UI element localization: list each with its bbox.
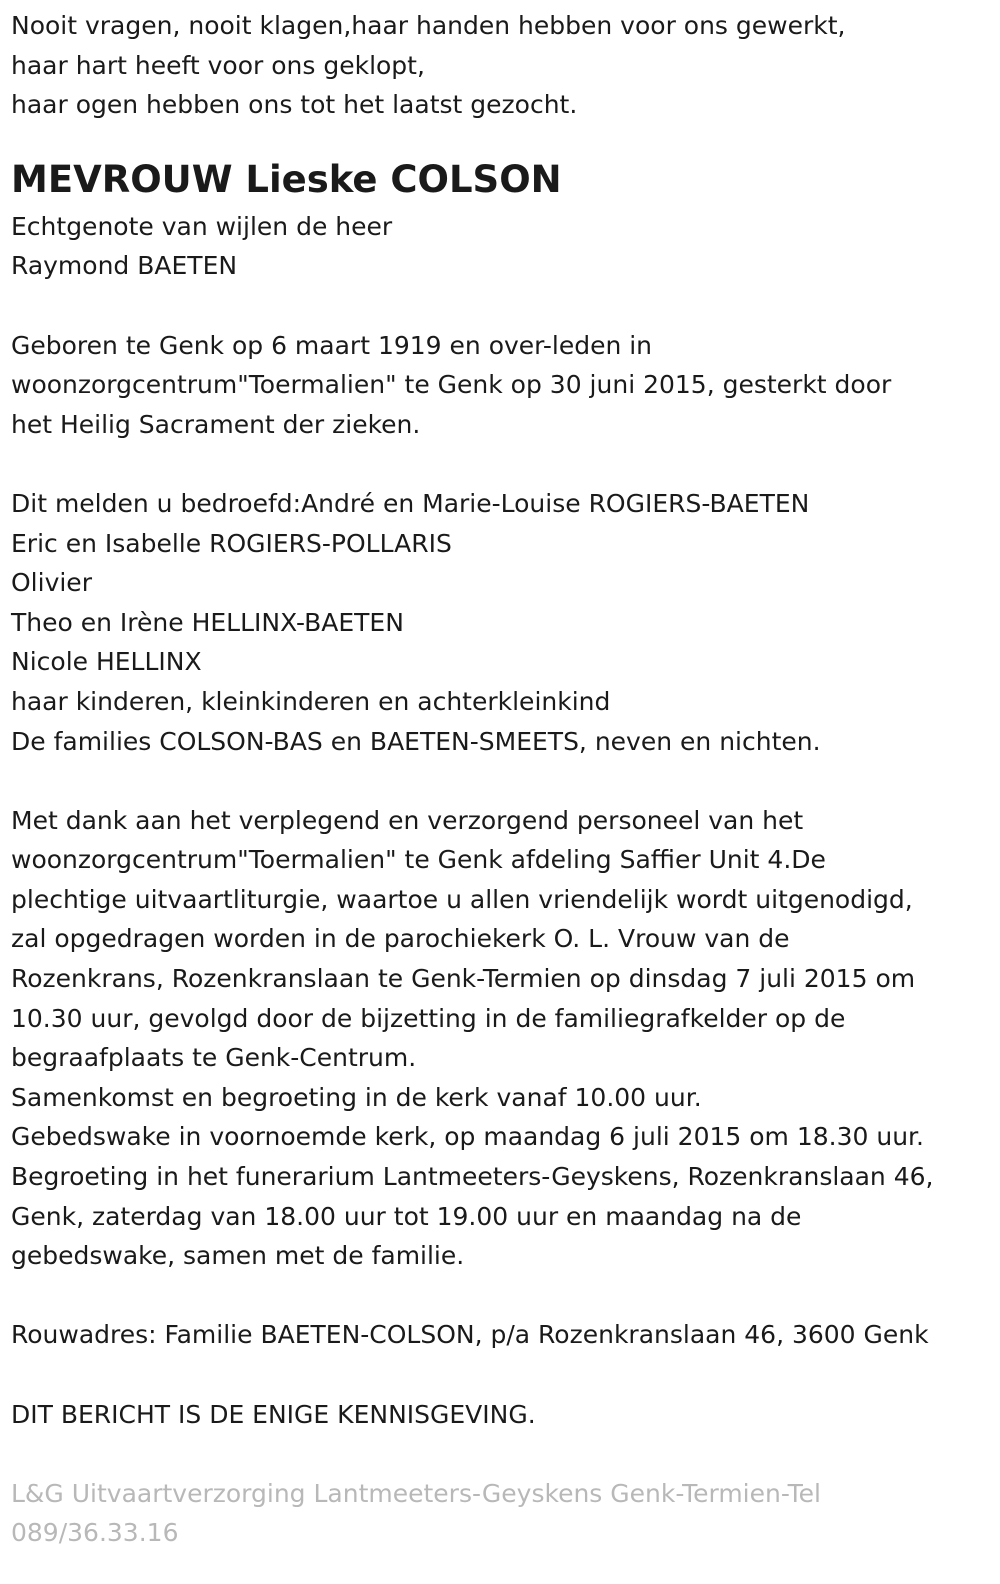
spouse-info (11, 207, 989, 286)
poem-line: haar ogen hebben ons tot het laatst gezocht. (11, 90, 578, 120)
poem-verse (11, 6, 989, 125)
ceremony-line: Begroeting in het funerarium Lantmeeters-Geyskens, Rozenkranslaan 46, (11, 1162, 934, 1192)
poem-line: haar hart heeft voor ons geklopt, (11, 50, 425, 80)
family-line: haar kinderen, kleinkinderen en achterkleinkind (11, 686, 611, 716)
ceremony-line: Met dank aan het verplegend en verzorgend personeel van het (11, 805, 804, 835)
family-line: Nicole HELLINX (11, 647, 202, 677)
birth-death-line: Geboren te Genk op 6 maart 1919 en over-leden in (11, 330, 653, 360)
address-line: Rouwadres: Familie BAETEN-COLSON, p/a Rozenkranslaan 46, 3600 Genk (11, 1320, 929, 1350)
ceremony-line: gebedswake, samen met de familie. (11, 1241, 465, 1271)
birth-death-line: woonzorgcentrum"Toermalien" te Genk op 30 juni 2015, gesterkt door (11, 370, 892, 400)
footer-line: 089/36.33.16 (11, 1518, 179, 1548)
ceremony-line: Samenkomst en begroeting in de kerk vanaf 10.00 uur. (11, 1082, 702, 1112)
ceremony-line: 10.30 uur, gevolgd door de bijzetting in de familiegrafkelder op de (11, 1003, 846, 1033)
spouse-line: Raymond BAETEN (11, 251, 238, 281)
deceased-name-title: MEVROUW Lieske COLSON (11, 157, 562, 201)
family-line: De families COLSON-BAS en BAETEN-SMEETS, neven en nichten. (11, 726, 821, 756)
spouse-line: Echtgenote van wijlen de heer (11, 211, 393, 241)
family-line: Eric en Isabelle ROGIERS-POLLARIS (11, 528, 452, 558)
ceremony-line: Gebedswake in voornoemde kerk, op maandag 6 juli 2015 om 18.30 uur. (11, 1122, 924, 1152)
ceremony-line: Rozenkrans, Rozenkranslaan te Genk-Termien op dinsdag 7 juli 2015 om (11, 964, 916, 994)
footer-line: L&G Uitvaartverzorging Lantmeeters-Geyskens Genk-Termien-Tel (11, 1478, 821, 1508)
ceremony-line: woonzorgcentrum"Toermalien" te Genk afdeling Saffier Unit 4.De (11, 845, 826, 875)
birth-death-line: het Heilig Sacrament der zieken. (11, 409, 421, 439)
funeral-home-footer (11, 1474, 989, 1553)
ceremony-line: plechtige uitvaartliturgie, waartoe u allen vriendelijk wordt uitgenodigd, (11, 884, 913, 914)
ceremony-details (11, 801, 989, 1276)
mourning-address (11, 1315, 989, 1355)
poem-line: Nooit vragen, nooit klagen,haar handen hebben voor ons gewerkt, (11, 11, 846, 40)
ceremony-line: zal opgedragen worden in de parochiekerk O. L. Vrouw van de (11, 924, 790, 954)
family-list (11, 484, 989, 761)
ceremony-line: Genk, zaterdag van 18.00 uur tot 19.00 uur en maandag na de (11, 1201, 802, 1231)
sole-notice (11, 1395, 989, 1435)
family-line: Olivier (11, 568, 92, 598)
family-line: Theo en Irène HELLINX-BAETEN (11, 607, 404, 637)
birth-death-info (11, 326, 989, 445)
family-line: Dit melden u bedroefd:André en Marie-Louise ROGIERS-BAETEN (11, 488, 810, 518)
notice-line: DIT BERICHT IS DE ENIGE KENNISGEVING. (11, 1399, 536, 1429)
ceremony-line: begraafplaats te Genk-Centrum. (11, 1043, 417, 1073)
